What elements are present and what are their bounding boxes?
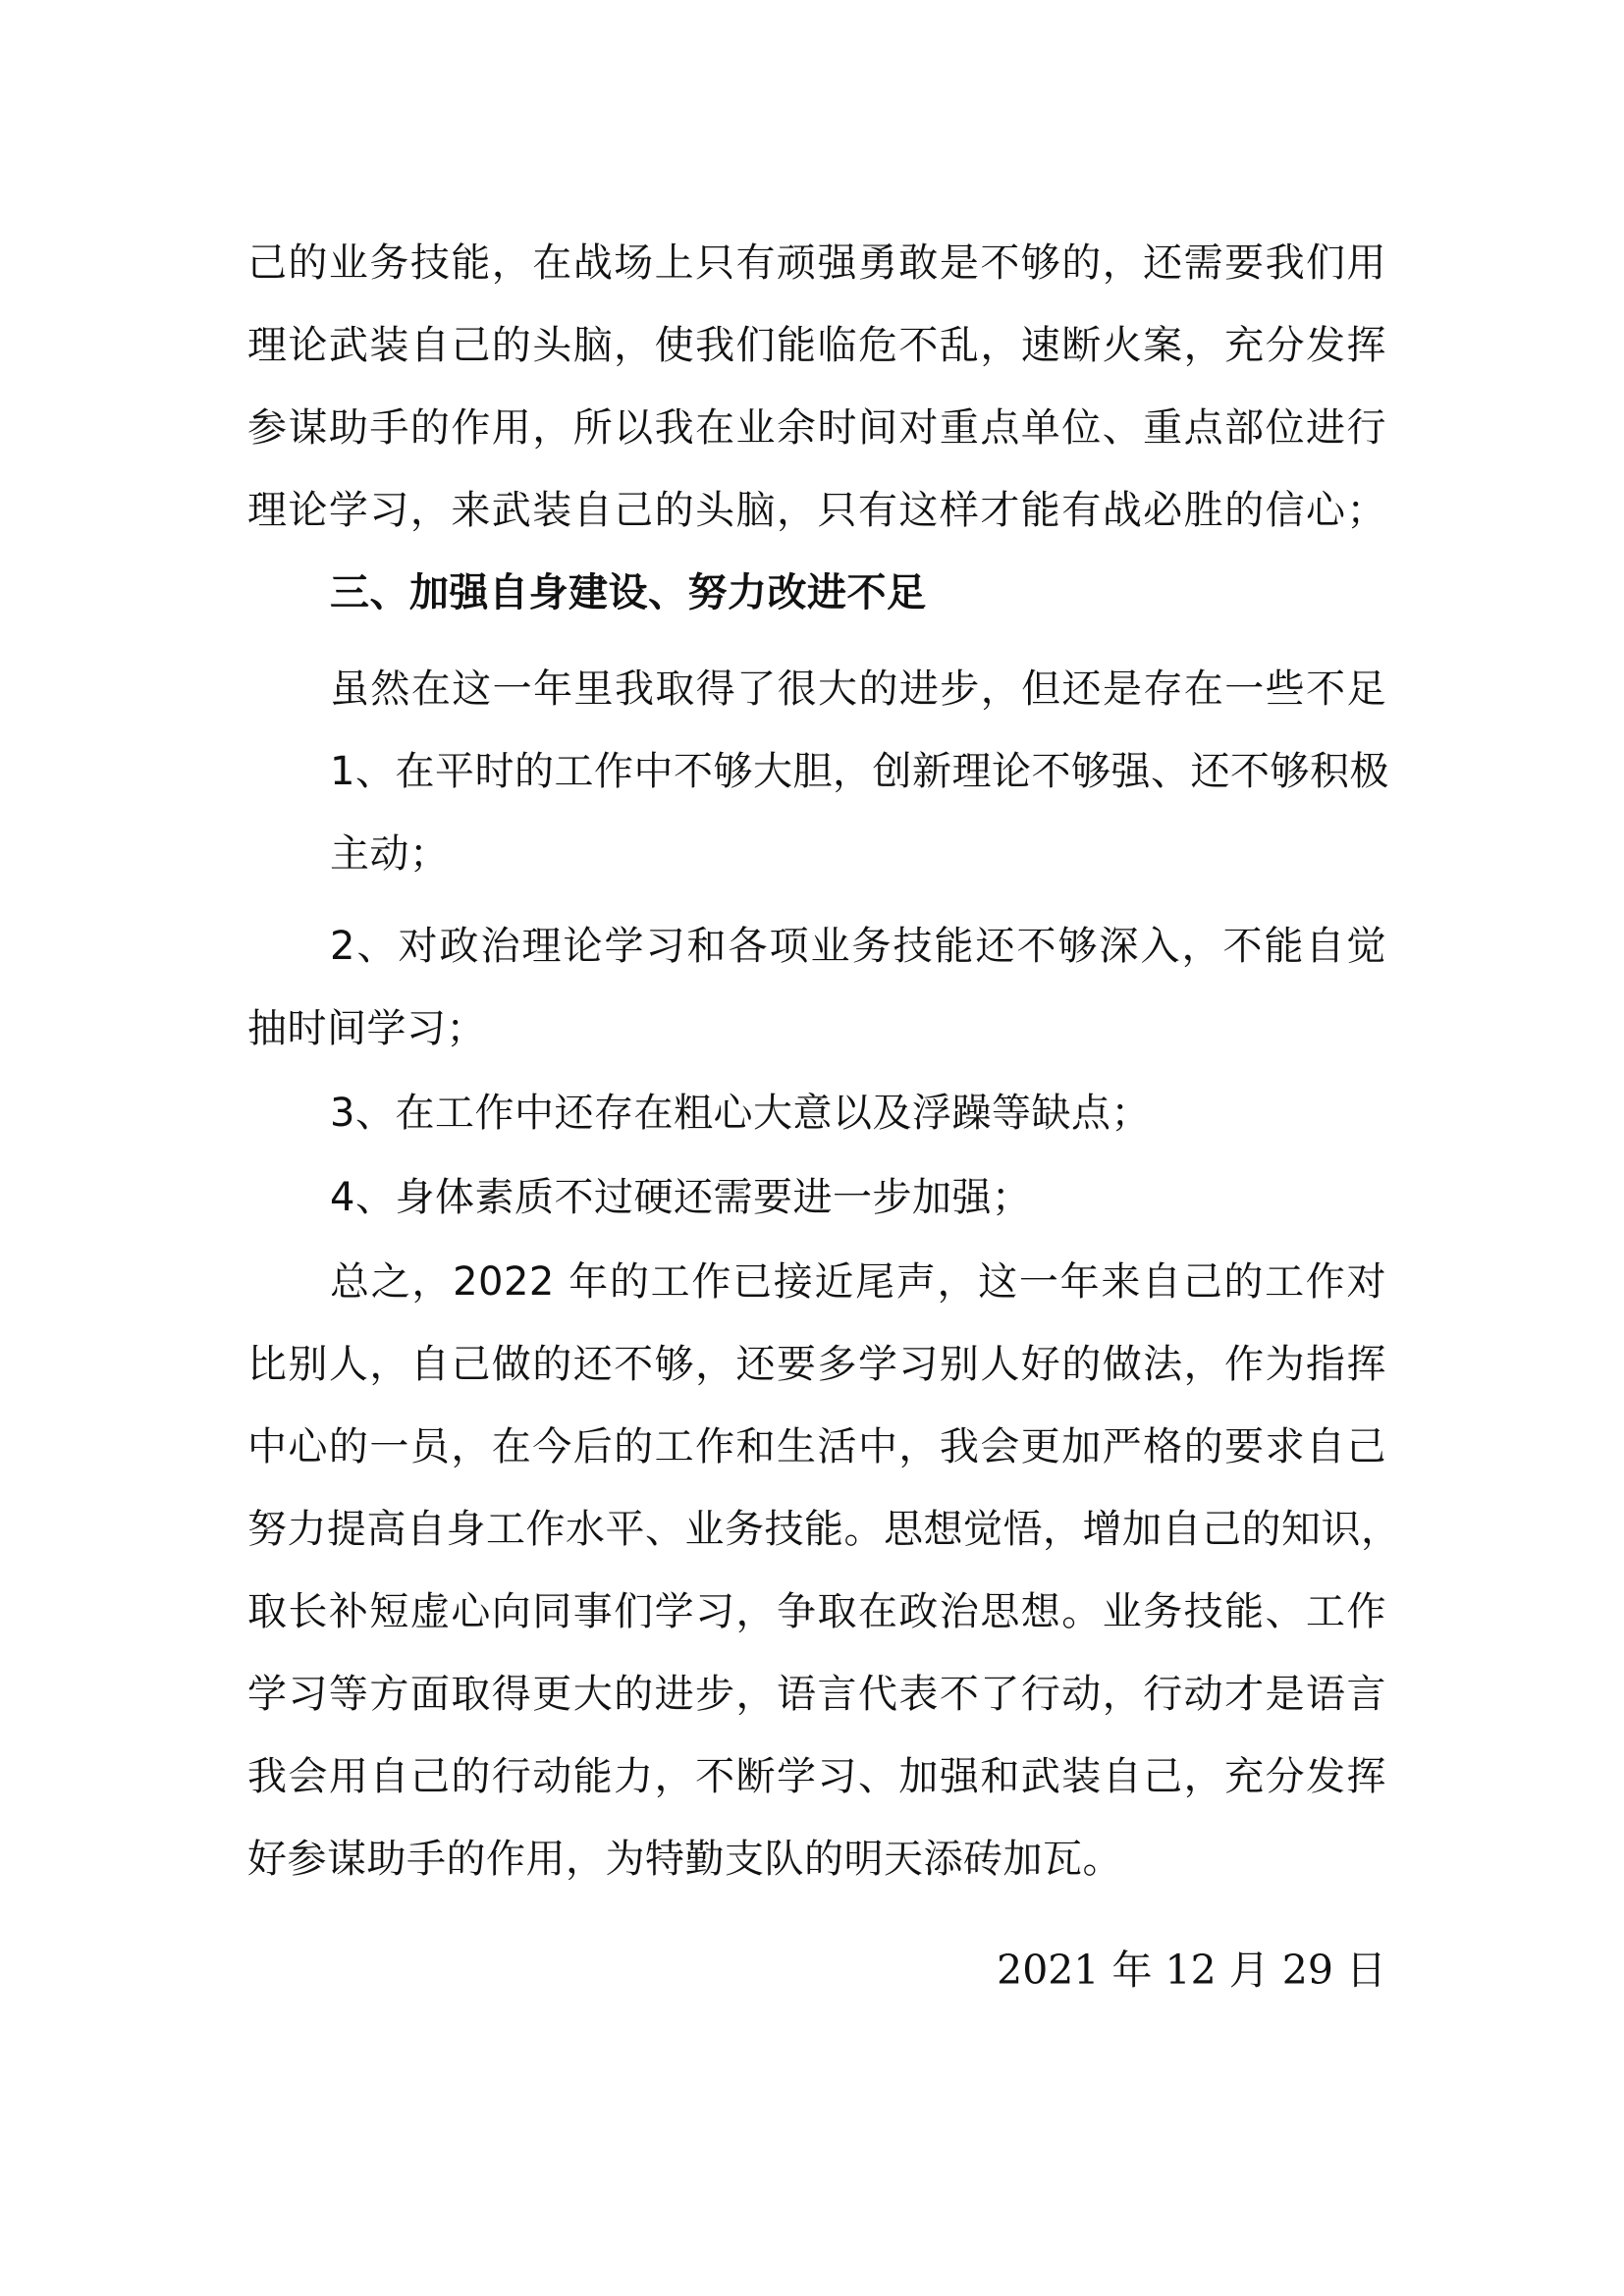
paragraph-line: 好参谋助手的作用，为特勤支队的明天添砖加瓦。 bbox=[247, 1837, 1122, 1882]
list-item-line: 4、身体素质不过硬还需要进一步加强； bbox=[330, 1175, 1032, 1220]
document-date: 2021 年 12 月 29 日 bbox=[997, 1947, 1386, 1994]
list-item-line: 主动； bbox=[330, 831, 450, 877]
list-item-line: 2、对政治理论学习和各项业务技能还不够深入，不能自觉 bbox=[330, 924, 1386, 969]
paragraph-line: 总之，2022 年的工作已接近尾声，这一年来自己的工作对 bbox=[330, 1259, 1386, 1305]
paragraph-line: 学习等方面取得更大的进步，语言代表不了行动，行动才是语言 bbox=[247, 1672, 1386, 1717]
paragraph-line: 我会用自己的行动能力，不断学习、加强和武装自己，充分发挥 bbox=[247, 1754, 1386, 1799]
paragraph-line: 取长补短虚心向同事们学习，争取在政治思想。业务技能、工作 bbox=[247, 1589, 1386, 1634]
paragraph-line: 努力提高自身工作水平、业务技能。思想觉悟，增加自己的知识， bbox=[247, 1507, 1401, 1552]
list-item-line: 1、在平时的工作中不够大胆，创新理论不够强、还不够积极 bbox=[330, 749, 1389, 794]
paragraph-line: 比别人，自己做的还不够，还要多学习别人好的做法，作为指挥 bbox=[247, 1342, 1386, 1387]
paragraph-line: 理论学习，来武装自己的头脑，只有这样才能有战必胜的信心； bbox=[247, 488, 1386, 533]
list-item-line: 3、在工作中还存在粗心大意以及浮躁等缺点； bbox=[330, 1091, 1151, 1136]
paragraph-line: 中心的一员，在今后的工作和生活中，我会更加严格的要求自己 bbox=[247, 1424, 1386, 1469]
paragraph-line: 己的业务技能，在战场上只有顽强勇敢是不够的，还需要我们用 bbox=[247, 240, 1386, 286]
paragraph-line: 理论武装自己的头脑，使我们能临危不乱，速断火案，充分发挥 bbox=[247, 323, 1386, 368]
paragraph-line: 参谋助手的作用，所以我在业余时间对重点单位、重点部位进行 bbox=[247, 405, 1386, 451]
section-heading: 三、加强自身建设、努力改进不足 bbox=[330, 570, 927, 615]
paragraph-line: 虽然在这一年里我取得了很大的进步，但还是存在一些不足 bbox=[330, 667, 1386, 712]
list-item-line: 抽时间学习； bbox=[247, 1006, 486, 1051]
